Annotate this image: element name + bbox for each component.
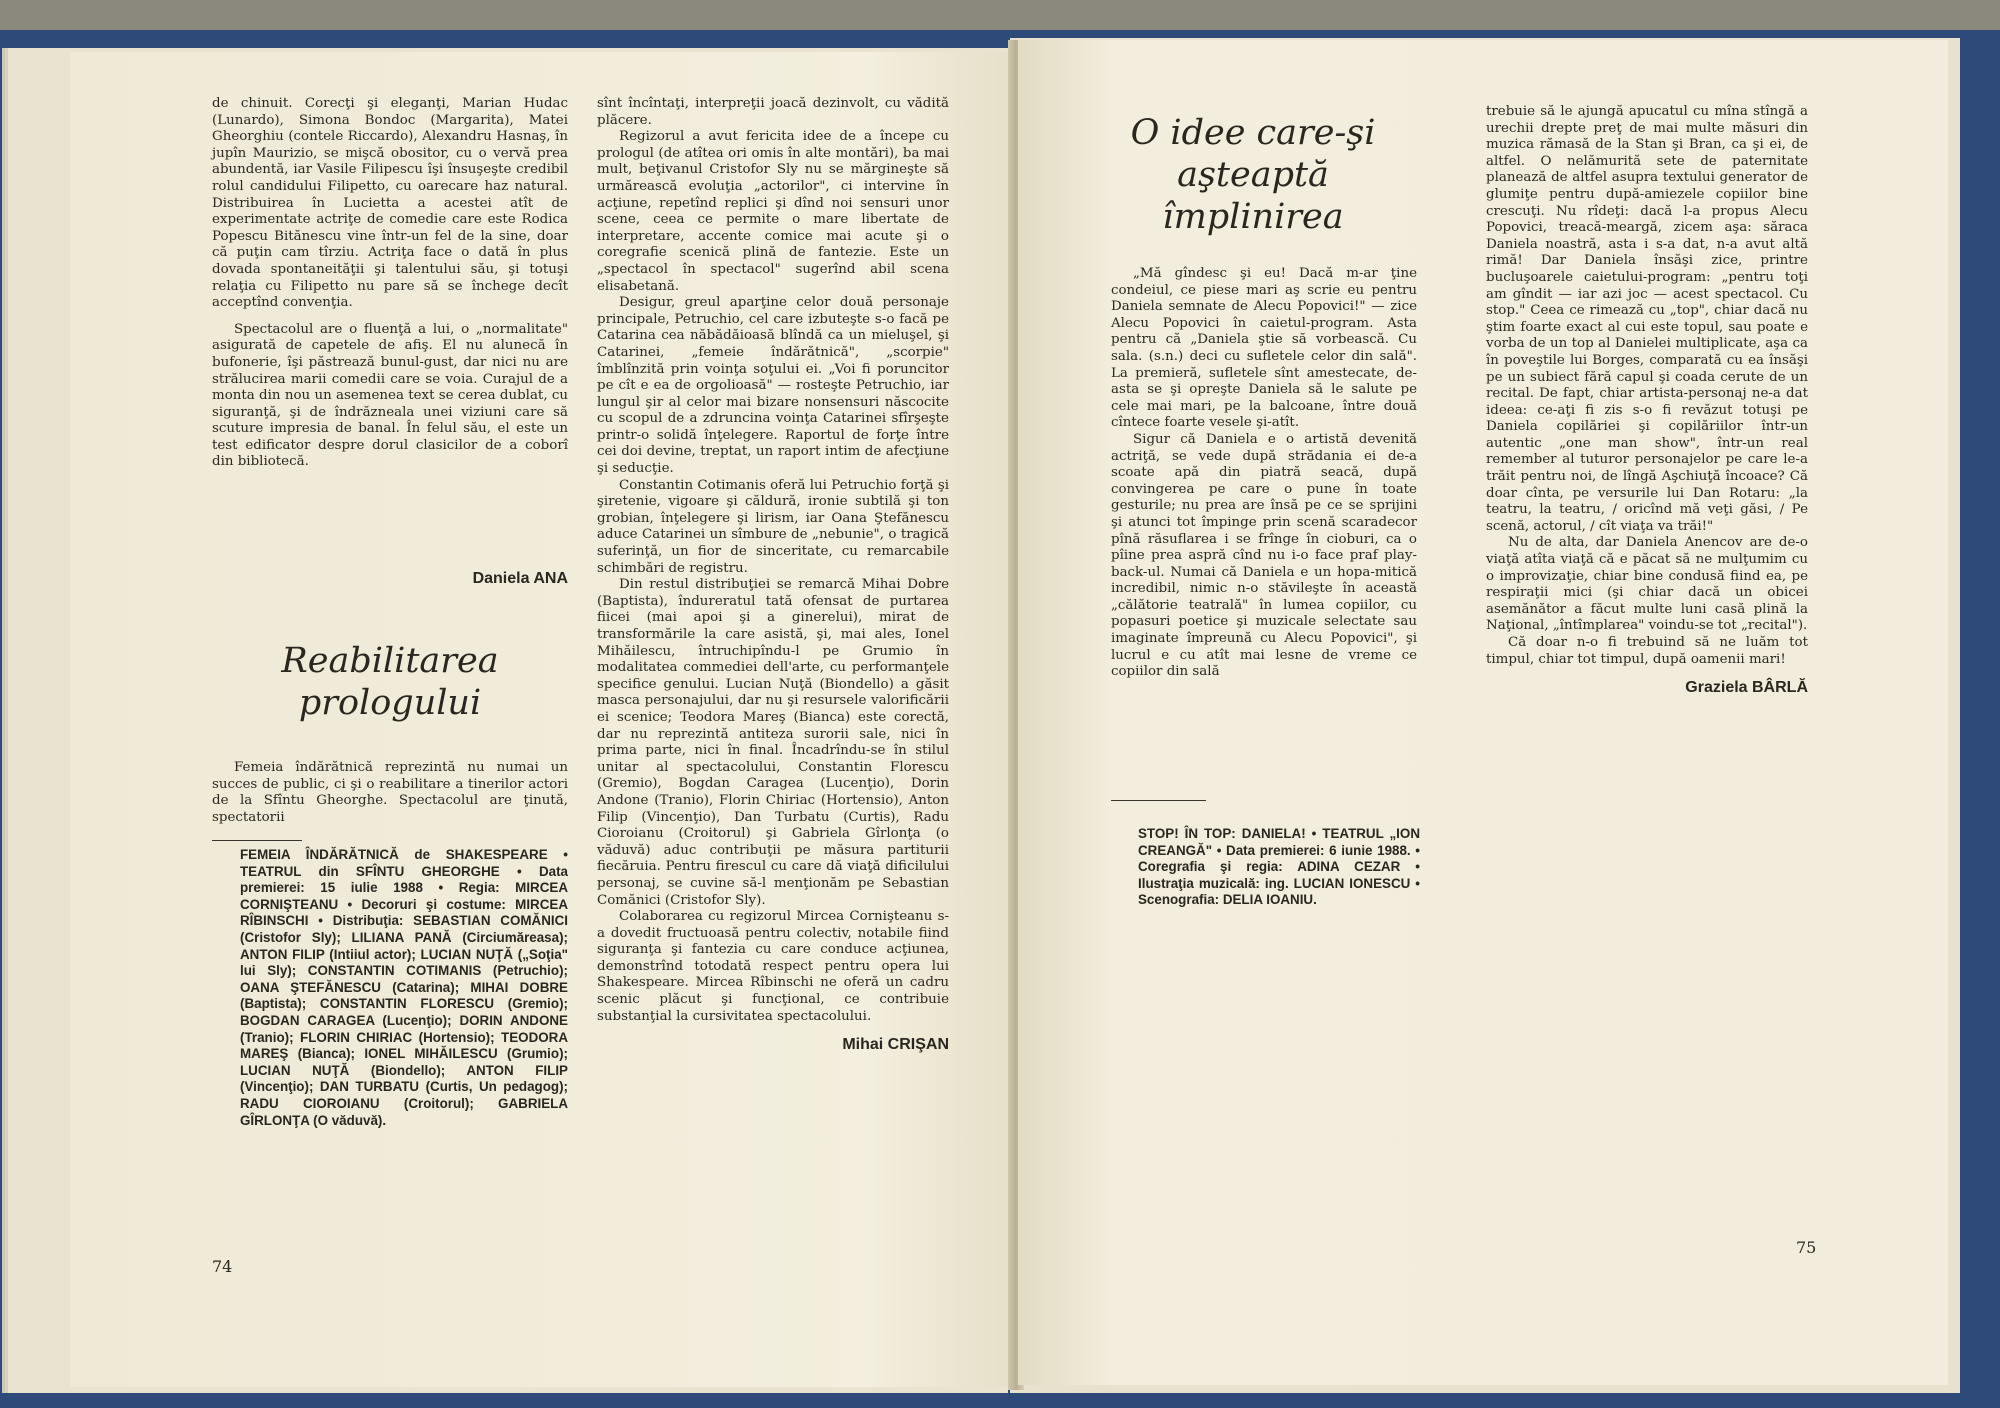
paragraph: Regizorul a avut fericita idee de a începe cu prologul (de atîtea ori omis în alte montări), ba mai mult, beţivanul Cristofor Sly nu se mărgineşte să urmărească evoluţia „actorilor", ci intervine în acţiune, repetînd replici şi dînd noi sensuri unor scene, ceea ce permite o mare libertate de interpretare, accente comice mai acute şi o coregrafie scenică plină de fantezie. Este un „spectacol în spectacol" sugerînd abil scena elisabetană. [597,129,949,294]
paragraph: Constantin Cotimanis oferă lui Petruchio forţă şi şiretenie, vigoare şi căldură, ironie subtilă şi ton grobian, înţelegere şi lirism, iar Oana Ştefănescu aduce Catarinei un sîmbure de „nebunie", o tragică suferinţă, un fior de sinceritate, cu remarcabile schimbări de registru. [597,477,949,576]
right-column-2 [1486,104,1808,697]
credits-stop-in-top: STOP! ÎN TOP: DANIELA! • TEATRUL „ION CREANGĂ" • Data premierei: 6 iunie 1988. • Coregrafia şi regia: ADINA CEZAR • Ilustraţia muzicală: ing. LUCIAN IONESCU • Scenografia: DELIA IOANIU. [1138,826,1420,908]
paragraph: „Mă gîndesc şi eu! Dacă m-ar ţine condeiul, ce piese mari aş scrie eu pentru Daniela semnate de Alecu Popovici!" — zice Alecu Popovici în caietul-program. Asta pentru că „Daniela ştie să vorbească. Cu sala. (s.n.) deci cu sufletele celor din sală". La premieră, sufletele sînt amestecate, de-asta se şi opreşte Daniela să le salute pe cele mai mari, pe la balcoane, între două cîntece foarte vesele şi-atît. [1111,266,1417,431]
headline-o-idee [1098,112,1408,238]
left-page [70,52,1015,1387]
signature-graziela-barla: Graziela BÂRLĂ [1685,679,1808,697]
paragraph: Nu de alta, dar Daniela Anencov are de-o viaţă atîta viaţă că e păcat să ne mulţumim cu o improvizaţie, chiar bine condusă fiind ea, pe respiraţii mici (şi chiar dacă un obicei asemănător a făcut multe luni casă plină la Naţional, „întîmplarea" voindu-se tot „recital"). [1486,535,1808,634]
paragraph: Din restul distribuţiei se remarcă Mihai Dobre (Baptista), îndureratul tată ofensat de purtarea fiicei (mai apoi şi a ginerelui), mirat de transformările la care asistă, şi, mai ales, Ionel Mihăilescu, întruchipîndu-l pe Grumio în modalitatea commediei dell'arte, cu performanţele specifice genului. Lucian Nuţă (Biondello) a găsit masca personajului, dar nu şi resursele valorificării ei scenice; Teodora Mareş (Bianca) este corectă, dar nu reprezintă antiteza surorii sale, nici în prima parte, nici în final. Încadrîndu-se în stilul unitar al spectacolului, Constantin Florescu (Gremio), Bogdan Caragea (Lucenţio), Dorin Andone (Tranio), Florin Chiriac (Hortensio), Anton Filip (Vincenţio), Dan Turbatu (Curtis), Radu Cioroianu (Croitorul) şi Gabriela Gîrlonţa (o văduvă) aduc contribuţii pe măsura partiturii fiecăruia. Pentru firescul cu care dă viaţă dificilului personaj, se cuvine să-l menţionăm pe Sebastian Comănici (Cristofor Sly). [597,577,949,908]
intro-paragraph [212,760,568,826]
page-number: 75 [1796,1238,1817,1257]
paragraph: Spectacolul are o fluenţă a lui, o „normalitate" asigurată de capetele de afiş. El nu alunecă în bufonerie, îşi păstrează bunul-gust, dar nici nu are strălucirea marii comedii care se voia. Curajul de a monta din nou un asemenea text se cerea dublat, cu siguranţă, şi de îndrăzneala unei viziuni care să scuture impresia de banal. În felul său, el este un test edificator despre dorul clasicilor de a coborî din bibliotecă. [212,321,568,470]
background-strip [0,0,2000,30]
paragraph: sînt încîntaţi, interpreţii joacă dezinvolt, cu vădită plăcere. [597,96,949,128]
left-column-1 [212,96,568,471]
paragraph: Desigur, greul aparţine celor două personaje principale, Petruchio, cel care izbuteşte s-o facă pe Catarina cea năbădăioasă blîndă ca un mieluşel, şi Catarinei, „femeie îndărătnică", „scorpie" îmblînzită prin voinţa soţului ei. „Voi fi poruncitor pe cît e ea de orgolioasă" — rosteşte Petruchio, iar lungul şir al celor mai bizare nonsensuri născocite cu scopul de a zdruncina voinţa Catarinei sfîrşeşte printr-o solidă înţelegere. Raportul de forţe între cei doi devine, treptat, un raport intim de afecţiune şi seducţie. [597,295,949,477]
divider-rule [212,840,302,841]
paragraph: Colaborarea cu regizorul Mircea Cornişteanu s-a dovedit fructuoasă pentru colectiv, notabile fiind siguranţa şi fantezia cu care conduce acţiunea, demonstrînd totodată respect pentru opera lui Shakespeare. Mircea Rîbinschi ne oferă un cadru scenic plăcut şi funcţional, ce contribuie substanţial la cursivitatea spectacolului. [597,909,949,1024]
headline-line: O idee care-şi [1130,113,1376,153]
paragraph: Femeia îndărătnică reprezintă nu numai un succes de public, ci şi o reabilitare a tinerilor actori de la Sfîntu Gheorghe. Spectacolul are ţinută, spectatorii [212,760,568,825]
headline-line: Reabilitarea [281,641,499,681]
right-column-1 [1111,266,1417,681]
page-number: 74 [212,1257,233,1276]
left-column-2 [597,96,949,1054]
paragraph: de chinuit. Corecţi şi eleganţi, Marian Hudac (Lunardo), Simona Bondoc (Margarita), Matei Gheorghiu (contele Riccardo), Alexandru Hasnaş, în jupîn Maurizio, se mişcă obositor, cu o vervă prea abundentă, iar Vasile Filipescu îşi însuşeşte credibil rolul candidului Filipetto, cu oarecare haz natural. Distribuirea în Lucietta a acestei atît de experimentate actriţe de comedie care este Rodica Popescu Bitănescu vine într-un fel de la sine, doar că puţin cam tîrziu. Actriţa face o dată în plus dovada spontaneităţii şi talentului său, şi totuşi relaţia cu Filipetto nu pare să se închege decît acceptînd convenţia. [212,96,568,311]
divider-rule [1111,800,1206,801]
credits-femeia-indaratnica: FEMEIA ÎNDĂRĂTNICĂ de SHAKESPEARE • TEATRUL din SFÎNTU GHEORGHE • Data premierei: 15 iulie 1988 • Regia: MIRCEA CORNIŞTEANU • Decoruri şi costume: MIRCEA RÎBINSCHI • Distribuţia: SEBASTIAN COMĂNICI (Cristofor Sly); LILIANA PANĂ (Circiumăreasa); ANTON FILIP (Intiiul actor); LUCIAN NUŢĂ („Soţia" lui Sly); CONSTANTIN COTIMANIS (Petruchio); OANA ŞTEFĂNESCU (Catarina); MIHAI DOBRE (Baptista); CONSTANTIN FLORESCU (Gremio); BOGDAN CARAGEA (Lucenţio); DORIN ANDONE (Tranio); FLORIN CHIRIAC (Hortensio); TEODORA MAREŞ (Bianca); IONEL MIHĂILESCU (Grumio); LUCIAN NUŢĂ (Biondello); ANTON FILIP (Vincenţio); DAN TURBATU (Curtis, Un pedagog); RADU CIOROIANU (Croitorul); GABRIELA GÎRLONŢA (O văduvă). [240,847,568,1128]
paragraph: Că doar n-o fi trebuind să ne luăm tot timpul, chiar tot timpul, după oamenii mari! [1486,635,1808,667]
signature-mihai-crisan: Mihai CRIŞAN [842,1036,949,1054]
right-page [1018,40,1948,1385]
headline-line: aşteaptă împlinirea [1162,155,1344,237]
signature-daniela-ana: Daniela ANA [472,570,568,587]
headline-line: prologului [298,683,482,723]
paragraph: trebuie să le ajungă apucatul cu mîna stîngă a urechii drepte preţ de mai multe măsuri din muzica rămasă de la Stan şi Bran, ca şi ei, de altfel. O nelămurită sete de paternitate planează de altfel asupra textului generator de glumiţe pentru după-amiezele copiilor bine crescuţi. Nu rîdeţi: dacă l-a propus Alecu Popovici, treacă-meargă, zicem aşa: săraca Daniela noastră, asta i s-a dat, n-a avut altă rimă! Dar Daniela însăşi zice, printre bucluşoarele caietului-program: „pentru toţi am gîndit — iar azi joc — acest spectacol. Cu stop." Ceea ce rimează cu „top", chiar dacă nu ştim foarte exact al cui este topul, sau poate e vorba de un top al Danielei multiplicate, aşa ca în poveştile lui Borges, comparată cu ea însăşi pe un subiect fără capul şi coada cerute de un recital. De fapt, chiar artista-personaj ne-a dat ideea: ce-aţi fi zis s-o fi revăzut totuşi pe Daniela copilăriei şi copilăriilor într-un autentic „one man show", într-un real remember al tuturor personajelor pe care le-a trăit pentru noi, de lîngă Aşchiuţă încoace? Că doar cînta, pe versurile lui Dan Rotaru: „la teatru, la teatru, / oricînd mă veţi găsi, / Pe scenă, actorul, / cît viaţa va trăi!" [1486,104,1808,534]
paragraph: Sigur că Daniela e o artistă devenită actriţă, se vede după strădania ei de-a scoate apă din piatră seacă, după convingerea pe care o pune în toate gesturile; nu prea are însă pe ce se sprijini şi atunci tot împinge prin scenă scaradecor pînă răsuflarea i se frînge în cioburi, ca o pîine prea aspră cînd nu i-o face praf play-back-ul. Numai că Daniela e un hopa-mitică incredibil, nimic n-o stăvileşte în această „călătorie teatrală" în lumea copiilor, cu popasuri poetice şi muzicale selectate sau imaginate împreună cu Alecu Popovici", şi lucrul e cu atît mai lesne de vreme ce copiilor din sală [1111,431,1417,680]
headline-reabilitarea [212,640,568,724]
